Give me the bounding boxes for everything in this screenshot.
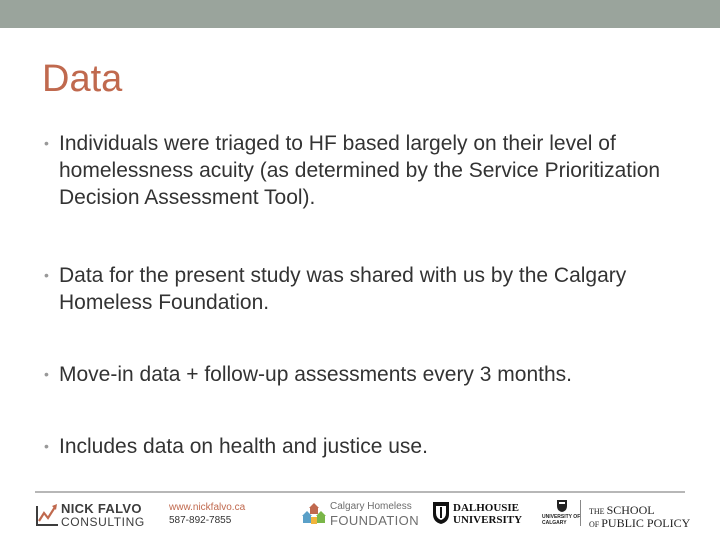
spp-school: SCHOOL bbox=[606, 503, 655, 517]
contact-info bbox=[169, 501, 245, 527]
spp-the: THE bbox=[589, 507, 607, 516]
bullet-marker: • bbox=[44, 366, 49, 382]
nick-falvo-name: NICK FALVO bbox=[61, 501, 142, 516]
website-link[interactable]: www.nickfalvo.ca bbox=[169, 502, 246, 513]
bullet-item bbox=[44, 262, 684, 316]
bullet-marker: • bbox=[44, 267, 49, 283]
top-band bbox=[0, 0, 720, 28]
crest-icon bbox=[556, 499, 568, 513]
logo-separator bbox=[580, 500, 581, 526]
bullet-text: Individuals were triaged to HF based largely on their level of homelessness acuity (as determined by the Service Prioritization Decision Assessment Tool). bbox=[59, 132, 661, 209]
shield-crest-icon bbox=[432, 501, 450, 525]
slide-title: Data bbox=[42, 58, 123, 100]
bullet-item bbox=[44, 361, 684, 388]
footer-divider bbox=[35, 491, 685, 493]
bullet-marker: • bbox=[44, 135, 49, 151]
spp-of: OF bbox=[589, 520, 602, 529]
school-of-public-policy-logo bbox=[589, 501, 691, 530]
chf-name-line2: FOUNDATION bbox=[330, 513, 419, 528]
spp-line2 bbox=[589, 514, 690, 532]
bullet-text: Data for the present study was shared with us by the Calgary Homeless Foundation. bbox=[59, 264, 627, 314]
bullet-text: Move-in data + follow-up assessments every 3 months. bbox=[59, 363, 572, 386]
bullet-list bbox=[44, 130, 684, 460]
dalhousie-line2: UNIVERSITY bbox=[453, 514, 523, 526]
bullet-marker: • bbox=[44, 438, 49, 454]
phone-number: 587-892-7855 bbox=[169, 515, 232, 526]
bullet-text: Includes data on health and justice use. bbox=[59, 435, 428, 458]
bullet-item bbox=[44, 433, 684, 460]
chf-name-line1: Calgary Homeless bbox=[330, 501, 412, 512]
dalhousie-logo bbox=[432, 500, 527, 530]
bar-chart-logo-icon bbox=[36, 502, 58, 526]
calgary-homeless-foundation-logo bbox=[302, 500, 420, 530]
nick-falvo-subtitle: CONSULTING bbox=[61, 515, 145, 529]
uc-line2: CALGARY bbox=[542, 520, 567, 526]
spp-public-policy: PUBLIC POLICY bbox=[601, 516, 691, 530]
dalhousie-line1: DALHOUSIE bbox=[453, 502, 520, 514]
bullet-item bbox=[44, 130, 684, 211]
university-of-calgary-logo bbox=[542, 499, 590, 529]
houses-logo-icon bbox=[302, 502, 326, 526]
nick-falvo-logo bbox=[36, 500, 156, 530]
uc-line1: UNIVERSITY OF bbox=[542, 514, 581, 520]
